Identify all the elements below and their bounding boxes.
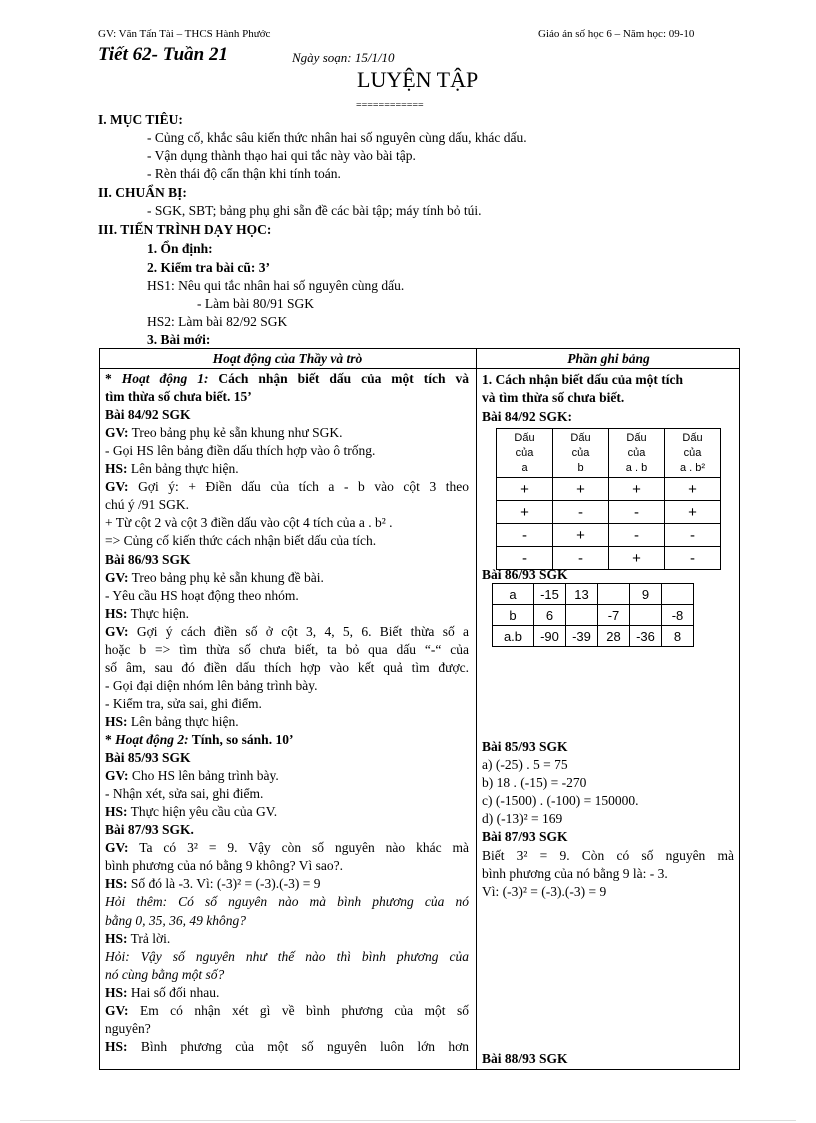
activity-text: Số đó là -3. Vì: (-3)² = (-3).(-3) = 9 <box>127 876 321 891</box>
activity-text: tìm thừa số chưa biết. 15’ <box>105 389 252 404</box>
step-on-dinh: 1. Ổn định: <box>147 241 213 256</box>
hs2-exercise: HS2: Làm bài 82/92 SGK <box>147 314 288 329</box>
sign-header-text: a <box>521 461 528 474</box>
sign-header-text: của <box>515 446 534 459</box>
sign-header-text: của <box>683 446 702 459</box>
sign-cell: - <box>609 501 665 524</box>
activity-text: - Kiểm tra, sửa sai, ghi điểm. <box>105 696 262 711</box>
chuan-bi-item: - SGK, SBT; bảng phụ ghi sẵn đề các bài tập; máy tính bỏ túi. <box>147 203 482 218</box>
activity-text: GV: <box>105 425 129 440</box>
activity-text: Ta có 3² = 9. Vậy còn số nguyên nào khác mà <box>128 840 469 855</box>
activity-line <box>105 839 469 857</box>
activity-line <box>105 875 321 893</box>
activity-text: - Yêu cầu HS hoạt động theo nhóm. <box>105 588 299 603</box>
sign-cell: + <box>665 501 721 524</box>
activity-text: bình phương của nó bằng 9 không? Vì sao?. <box>105 858 344 873</box>
activity-text: Bài 85/93 SGK <box>105 750 191 765</box>
activity-text: - Gọi đại diện nhóm lên bảng trình bày. <box>105 678 318 693</box>
number-row-label: b <box>493 605 534 626</box>
number-row-label: a <box>493 584 534 605</box>
sign-cell: - <box>497 524 553 547</box>
sign-cell: + <box>553 524 609 547</box>
sign-header-text: a . b² <box>679 461 706 474</box>
b85-answer: a) (-25) . 5 = 75 <box>482 757 568 772</box>
section-heading-tien-trinh: III. TIẾN TRÌNH DẠY HỌC: <box>98 222 272 237</box>
right-bai86-title: Bài 86/93 SGK <box>482 567 568 582</box>
number-cell: 9 <box>630 584 662 605</box>
activity-text: HS: <box>105 461 128 476</box>
activity-text: HS: <box>105 876 128 891</box>
activity-line <box>105 677 317 695</box>
number-cell <box>598 584 630 605</box>
sign-cell: - <box>553 547 609 570</box>
activity-text: nguyên? <box>105 1021 151 1036</box>
activity-line <box>105 1038 469 1056</box>
sign-header-text: Dấu <box>514 431 535 444</box>
activity-line <box>105 912 246 930</box>
activity-line <box>105 569 324 587</box>
activity-text: Bài 86/93 SGK <box>105 552 191 567</box>
title-underline: ============ <box>356 100 424 111</box>
sign-header-text: Dấu <box>570 431 591 444</box>
activity-text: Hỏi thêm: Có số nguyên nào mà bình phương của nó <box>105 894 469 909</box>
muc-tieu-item: - Vận dụng thành thạo hai qui tắc này vào bài tập. <box>147 148 416 163</box>
activity-line <box>105 785 263 803</box>
activity-line <box>105 948 469 966</box>
activity-line <box>105 749 191 767</box>
number-table <box>492 583 694 647</box>
hs1-question: HS1: Nêu qui tắc nhân hai số nguyên cùng dấu. <box>147 278 405 293</box>
table-header-rule <box>99 368 740 369</box>
sign-cell: - <box>665 547 721 570</box>
activity-line <box>105 496 189 514</box>
activity-text: Lên bảng thực hiện. <box>127 714 239 729</box>
sign-header-text: Dấu <box>626 431 647 444</box>
activity-line <box>105 930 170 948</box>
activity-line <box>105 767 279 785</box>
activity-text: GV: <box>105 624 129 639</box>
activity-text: bằng 0, 35, 36, 49 không? <box>105 913 246 928</box>
activity-text: số âm, sau đó điền dấu thích hợp vào kết quả tìm được. <box>105 660 469 675</box>
activity-text: Hoạt động 1: <box>121 371 209 386</box>
sign-cell: + <box>497 478 553 501</box>
activity-text: GV: <box>105 768 129 783</box>
activity-text: Trả lời. <box>127 931 171 946</box>
activity-text: HS: <box>105 606 128 621</box>
activity-text: Treo bảng phụ kẻ sẵn khung đề bài. <box>128 570 324 585</box>
activity-line <box>105 442 375 460</box>
activity-text: Tính, so sánh. 10’ <box>188 732 294 747</box>
number-cell <box>566 605 598 626</box>
sign-header-cell <box>497 429 553 478</box>
section-heading-muc-tieu: I. MỤC TIÊU: <box>98 112 183 127</box>
sign-header-cell <box>553 429 609 478</box>
number-cell: 6 <box>534 605 566 626</box>
activity-text: HS: <box>105 804 128 819</box>
sign-cell: + <box>553 478 609 501</box>
column-header-left: Hoạt động của Thầy và trò <box>212 351 363 366</box>
activity-line <box>105 460 239 478</box>
activity-text: HS: <box>105 1039 128 1054</box>
activity-line <box>105 731 293 749</box>
page-bottom-rule <box>20 1120 796 1121</box>
activity-line <box>105 984 219 1002</box>
sign-cell: + <box>665 478 721 501</box>
sign-header-cell <box>665 429 721 478</box>
activity-text: GV: <box>105 570 129 585</box>
sign-cell: + <box>497 501 553 524</box>
activity-text: Cho HS lên bảng trình bày. <box>128 768 279 783</box>
activity-text: HS: <box>105 931 128 946</box>
activity-line <box>105 478 469 496</box>
activity-text: Bài 84/92 SGK <box>105 407 191 422</box>
header-left: GV: Văn Tấn Tài – THCS Hành Phước <box>98 28 271 40</box>
right-bai85-title: Bài 85/93 SGK <box>482 739 568 754</box>
activity-text: Hai số đối nhau. <box>127 985 220 1000</box>
activity-text: - Gọi HS lên bảng điền dấu thích hợp vào ô trống. <box>105 443 376 458</box>
right-bai87-title: Bài 87/93 SGK <box>482 829 568 844</box>
activity-text: hoặc b => tìm thừa số chưa biết, ta bỏ qua dấu “-“ của <box>105 642 469 657</box>
number-cell: -39 <box>566 626 598 647</box>
sign-cell: - <box>553 501 609 524</box>
activity-line <box>105 587 299 605</box>
activity-line <box>105 659 469 677</box>
activity-text: Gợi ý: + Điền dấu của tích a - b vào cột 3 theo <box>128 479 469 494</box>
number-cell: 13 <box>566 584 598 605</box>
number-cell <box>662 584 694 605</box>
activity-text: Treo bảng phụ kẻ sẵn khung như SGK. <box>128 425 343 440</box>
right-bai88-title: Bài 88/93 SGK <box>482 1051 568 1066</box>
activity-text: + Từ cột 2 và cột 3 điền dấu vào cột 4 tích của a . b² . <box>105 515 393 530</box>
step-bai-moi: 3. Bài mới: <box>147 332 211 347</box>
activity-line <box>105 424 342 442</box>
activity-line <box>105 551 191 569</box>
number-cell: -7 <box>598 605 630 626</box>
activity-line <box>105 713 239 731</box>
right-bai84-title: Bài 84/92 SGK: <box>482 409 573 424</box>
section-heading-chuan-bi: II. CHUẨN BỊ: <box>98 185 187 200</box>
right-section-1-subtitle: và tìm thừa số chưa biết. <box>482 390 625 405</box>
activity-line <box>105 605 189 623</box>
activity-line <box>105 803 277 821</box>
sign-cell: - <box>609 524 665 547</box>
activity-line <box>105 623 469 641</box>
number-cell: 28 <box>598 626 630 647</box>
activity-line <box>105 370 469 388</box>
activity-text: Cách nhận biết dấu của một tích và <box>208 371 469 386</box>
activity-text: Bình phương của một số nguyên luôn lớn hơn <box>127 1039 469 1054</box>
sign-cell: + <box>609 547 665 570</box>
activity-text: * <box>105 732 116 747</box>
b85-answer: c) (-1500) . (-100) = 150000. <box>482 793 639 808</box>
lesson-number: Tiết 62- Tuần 21 <box>98 44 229 65</box>
activity-line <box>105 966 224 984</box>
activity-line <box>105 857 343 875</box>
b87-line: Vì: (-3)² = (-3).(-3) = 9 <box>482 884 607 899</box>
activity-line <box>105 893 469 911</box>
number-cell <box>630 605 662 626</box>
activity-text: nó cùng bằng một số? <box>105 967 225 982</box>
activity-line <box>105 1020 151 1038</box>
b85-answer: d) (-13)² = 169 <box>482 811 563 826</box>
step-kiem-tra: 2. Kiểm tra bài cũ: 3’ <box>147 260 270 275</box>
number-cell: -36 <box>630 626 662 647</box>
activity-text: Lên bảng thực hiện. <box>127 461 239 476</box>
sign-header-text: a . b <box>625 461 648 474</box>
activity-text: Hoạt động 2: <box>115 732 189 747</box>
sign-header-cell <box>609 429 665 478</box>
number-row-label: a.b <box>493 626 534 647</box>
number-cell: -15 <box>534 584 566 605</box>
activity-line <box>105 695 262 713</box>
header-right: Giáo án số học 6 – Năm học: 09-10 <box>538 28 695 40</box>
activity-line <box>105 406 191 424</box>
column-divider <box>476 348 477 1070</box>
sign-cell: - <box>665 524 721 547</box>
activity-text: chú ý /91 SGK. <box>105 497 189 512</box>
activity-text: HS: <box>105 714 128 729</box>
activity-line <box>105 641 469 659</box>
sign-header-text: của <box>627 446 646 459</box>
right-section-1-title: 1. Cách nhận biết dấu của một tích <box>482 372 684 387</box>
activity-text: HS: <box>105 985 128 1000</box>
sign-header-text: b <box>577 461 584 474</box>
activity-line <box>105 514 393 532</box>
b87-line: Biết 3² = 9. Còn có số nguyên mà <box>482 848 734 863</box>
lesson-date: Ngày soạn: 15/1/10 <box>292 50 395 65</box>
sign-cell: + <box>609 478 665 501</box>
sign-header-text: Dấu <box>682 431 703 444</box>
activity-line <box>105 388 252 406</box>
sign-header-text: của <box>571 446 590 459</box>
b85-answer: b) 18 . (-15) = -270 <box>482 775 587 790</box>
activity-text: => Củng cố kiến thức cách nhận biết dấu của tích. <box>105 533 377 548</box>
muc-tieu-item: - Củng cố, khắc sâu kiến thức nhân hai số nguyên cùng dấu, khác dấu. <box>147 130 527 145</box>
page-title: LUYỆN TẬP <box>357 67 479 92</box>
activity-line <box>105 1002 469 1020</box>
activity-text: GV: <box>105 1003 129 1018</box>
activity-text: * <box>105 371 122 386</box>
activity-text: Hỏi: Vậy số nguyên như thế nào thì bình phương của <box>105 949 469 964</box>
activity-text: Thực hiện. <box>127 606 189 621</box>
activity-text: - Nhận xét, sửa sai, ghi điểm. <box>105 786 264 801</box>
number-cell: -8 <box>662 605 694 626</box>
activity-text: GV: <box>105 840 129 855</box>
b87-line: bình phương của nó bằng 9 là: - 3. <box>482 866 668 881</box>
activity-text: Thực hiện yêu cầu của GV. <box>127 804 278 819</box>
activity-text: Gợi ý cách điền số ở cột 3, 4, 5, 6. Biết thừa số a <box>128 624 469 639</box>
sign-table <box>496 428 721 570</box>
activity-text: GV: <box>105 479 129 494</box>
activity-text: Bài 87/93 SGK. <box>105 822 194 837</box>
number-cell: -90 <box>534 626 566 647</box>
activity-line <box>105 532 376 550</box>
activity-line <box>105 821 194 839</box>
column-header-right: Phần ghi bảng <box>567 351 650 366</box>
hs1-exercise: - Làm bài 80/91 SGK <box>197 296 314 311</box>
sign-cell: - <box>497 547 553 570</box>
number-cell: 8 <box>662 626 694 647</box>
activity-text: Em có nhận xét gì về bình phương của một số <box>128 1003 469 1018</box>
muc-tieu-item: - Rèn thái độ cẩn thận khi tính toán. <box>147 166 341 181</box>
